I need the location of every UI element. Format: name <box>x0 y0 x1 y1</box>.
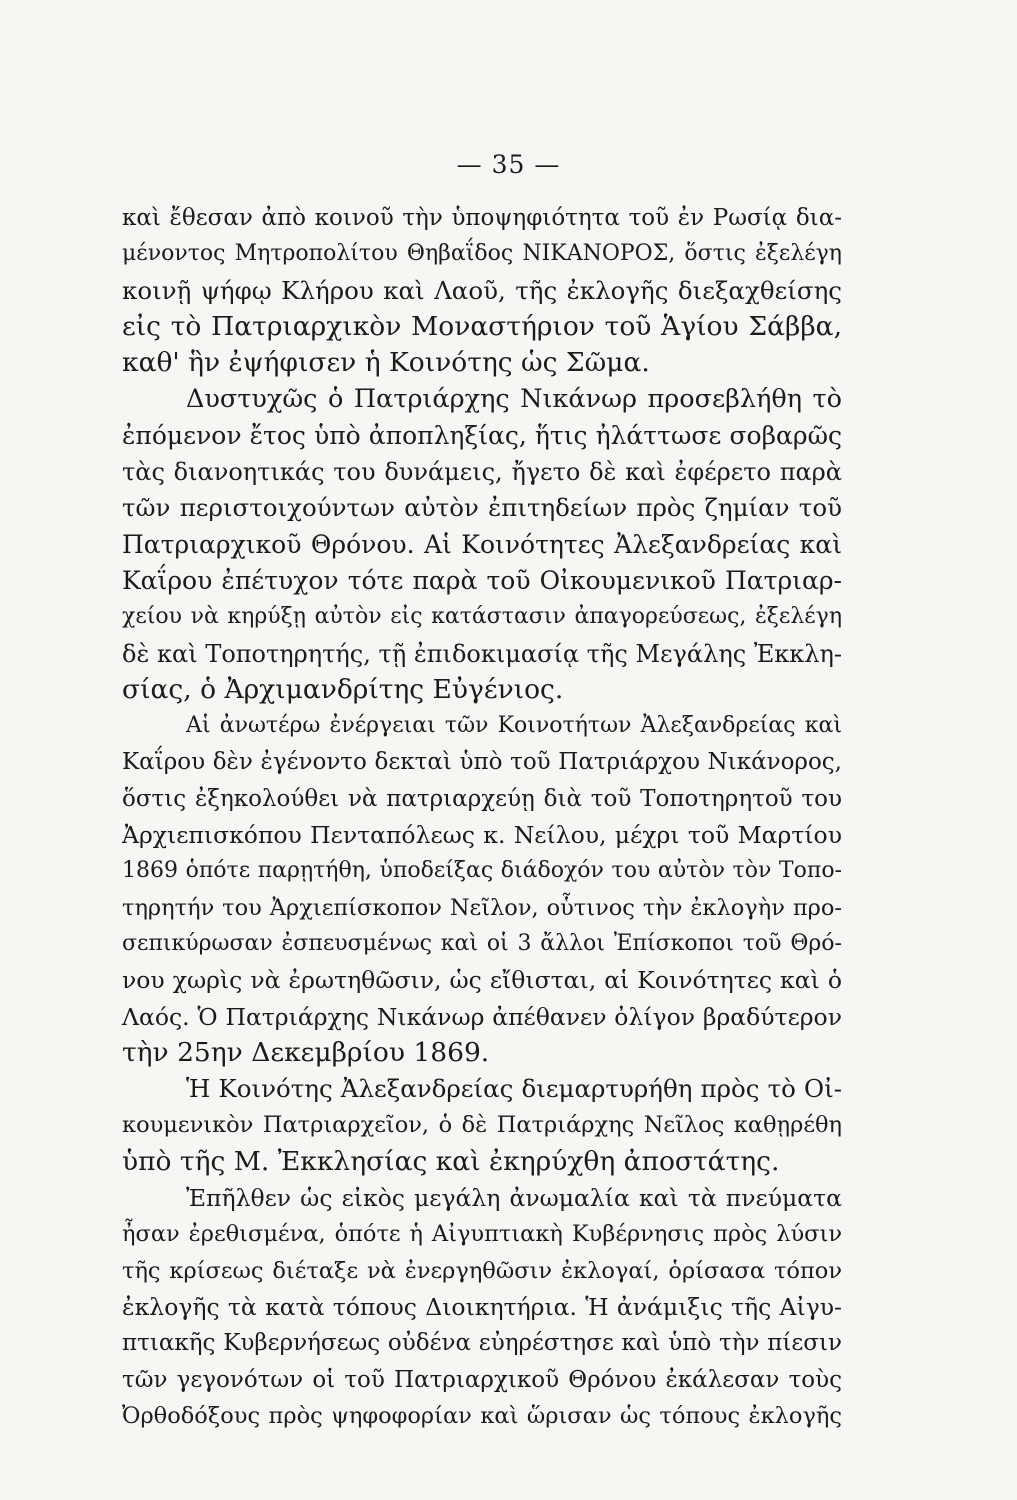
text-line: Λαός. Ὁ Πατριάρχης Νικάνωρ ἀπέθανεν ὀλίγον βραδύτερον <box>122 1002 842 1031</box>
text-line: Δυστυχῶς ὁ Πατριάρχης Νικάνωρ προσεβλήθη τὸ <box>186 384 842 415</box>
text-line: νου χωρὶς νὰ ἐρωτηθῶσιν, ὡς εἴθισται, αἱ Κοινότητες καὶ ὁ <box>122 966 842 995</box>
text-line: Καΐρου ἐπέτυχον τότε παρὰ τοῦ Οἰκουμενικοῦ Πατριαρ- <box>122 565 842 595</box>
text-line: ἦσαν ἐρεθισμένα, ὁπότε ἡ Αἰγυπτιακὴ Κυβέρνησις πρὸς λύσιν <box>122 1221 842 1248</box>
text-line: τῆς κρίσεως διέταξε νὰ ἐνεργηθῶσιν ἐκλογαί, ὁρίσασα τόπον <box>122 1257 842 1284</box>
text-line: χείου νὰ κηρύξῃ αὐτὸν εἰς κατάστασιν ἀπαγορεύσεως, ἐξελέγη <box>122 604 842 630</box>
text-line: ἐπόμενον ἔτος ὑπὸ ἀποπληξίας, ἥτις ἠλάττωσε σοβαρῶς <box>122 420 842 450</box>
text-line: καὶ ἔθεσαν ἀπὸ κοινοῦ τὴν ὑποψηφιότητα τοῦ ἐν Ρωσίᾳ δια- <box>122 205 842 231</box>
text-line: τηρητήν του Ἀρχιεπίσκοπον Νεῖλον, οὗτινος τὴν ἐκλογὴν προ- <box>122 894 842 921</box>
text-line: σεπικύρωσαν ἐσπευσμένως καὶ οἱ 3 ἄλλοι Ἐπίσκοποι τοῦ Θρό- <box>122 930 842 956</box>
text-line: Καΐρου δὲν ἐγένοντο δεκταὶ ὑπὸ τοῦ Πατριάρχου Νικάνορος, <box>122 749 842 776</box>
text-line: Ἀρχιεπισκόπου Πενταπόλεως κ. Νείλου, μέχρι τοῦ Μαρτίου <box>122 821 842 850</box>
text-line: εἰς τὸ Πατριαρχικὸν Μοναστήριον τοῦ Ἁγίου Σάββα, <box>122 310 842 342</box>
text-line: καθ' ἣν ἐψήφισεν ἡ Κοινότης ὡς Σῶμα. <box>122 347 650 379</box>
body-text <box>122 200 842 1434</box>
text-line: Ὀρθοδόξους πρὸς ψηφοφορίαν καὶ ὥρισαν ὡς τόπους ἐκλογῆς <box>122 1402 842 1429</box>
text-line: 1869 ὁπότε παρῃτήθη, ὑποδείξας διάδοχόν του αὐτὸν τὸν Τοπο- <box>122 858 842 884</box>
text-line: Αἱ ἀνωτέρω ἐνέργειαι τῶν Κοινοτήτων Ἀλεξανδρείας καὶ <box>186 713 842 739</box>
text-line: ἐκλογῆς τὰ κατὰ τόπους Διοικητήρια. Ἡ ἀνάμιξις τῆς Αἰγυ- <box>122 1292 842 1321</box>
text-line: Ἡ Κοινότης Ἀλεξανδρείας διεμαρτυρήθη πρὸς τὸ Οἰ- <box>186 1074 842 1104</box>
text-line: κουμενικὸν Πατριαρχεῖον, ὁ δὲ Πατριάρχης Νεῖλος καθῃρέθη <box>122 1112 842 1139</box>
text-line: τῶν γεγονότων οἱ τοῦ Πατριαρχικοῦ Θρόνου ἐκάλεσαν τοὺς <box>122 1366 842 1393</box>
text-line: σίας, ὁ Ἀρχιμανδρίτης Εὐγένιος. <box>122 673 564 705</box>
text-line: τῶν περιστοιχούντων αὐτὸν ἐπιτηδείων πρὸς ζημίαν τοῦ <box>122 493 842 523</box>
text-line: ὅστις ἐξηκολούθει νὰ πατριαρχεύῃ διὰ τοῦ Τοποτηρητοῦ του <box>122 785 842 812</box>
text-line: πτιακῆς Κυβερνήσεως οὐδένα εὐηρέστησε καὶ ὑπὸ τὴν πίεσιν <box>122 1330 842 1357</box>
text-line: Πατριαρχικοῦ Θρόνου. Αἱ Κοινότητες Ἀλεξανδρείας καὶ <box>122 529 842 559</box>
text-line: ὑπὸ τῆς Μ. Ἐκκλησίας καὶ ἐκηρύχθη ἀποστάτης. <box>122 1145 780 1177</box>
text-line: μένοντος Μητροπολίτου Θηβαΐδος ΝΙΚΑΝΟΡΟΣ, ὅστις ἐξελέγη <box>122 241 842 267</box>
text-line: τὰς διανοητικάς του δυνάμεις, ἤγετο δὲ καὶ ἐφέρετο παρὰ <box>122 458 842 487</box>
text-line: δὲ καὶ Τοποτηρητής, τῇ ἐπιδοκιμασίᾳ τῆς Μεγάλης Ἐκκλη- <box>122 639 842 668</box>
text-line: τὴν 25ην Δεκεμβρίου 1869. <box>122 1036 490 1068</box>
text-line: Ἐπῆλθεν ὡς εἰκὸς μεγάλη ἀνωμαλία καὶ τὰ πνεύματα <box>186 1184 842 1213</box>
page-number: — 35 — <box>456 150 561 179</box>
text-line: κοινῇ ψήφῳ Κλήρου καὶ Λαοῦ, τῆς ἐκλογῆς διεξαχθείσης <box>122 275 842 305</box>
